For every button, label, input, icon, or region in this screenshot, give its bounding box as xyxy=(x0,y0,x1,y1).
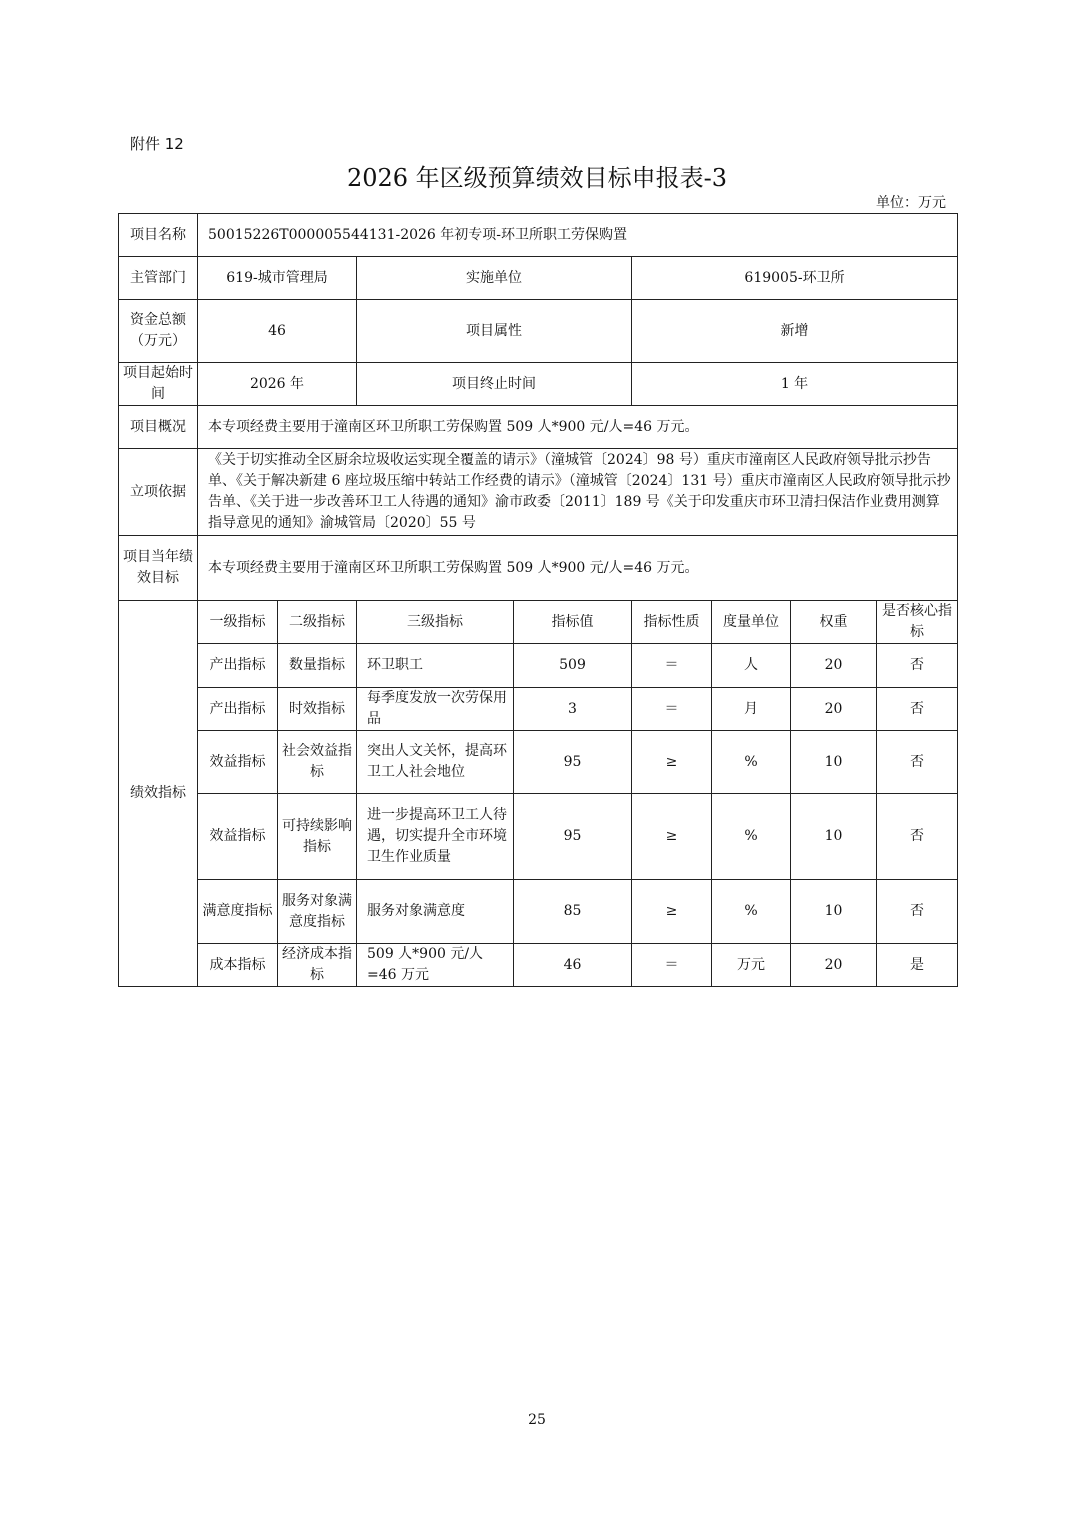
indicator-cell: 10 xyxy=(791,731,877,794)
indicator-cell: 数量指标 xyxy=(278,644,357,688)
indicator-cell: % xyxy=(712,880,791,944)
table-row xyxy=(119,731,958,794)
indicator-cell: 突出人文关怀，提高环卫工人社会地位 xyxy=(357,731,514,794)
indicator-cell: 46 xyxy=(514,944,632,987)
indicator-cell: 可持续影响指标 xyxy=(278,794,357,880)
indicator-cell: 3 xyxy=(514,688,632,731)
indicator-cell: 进一步提高环卫工人待遇，切实提升全市环境卫生作业质量 xyxy=(357,794,514,880)
indicator-cell: 产出指标 xyxy=(198,688,278,731)
indicator-cell: ＝ xyxy=(632,644,712,688)
indicator-cell: % xyxy=(712,731,791,794)
fund: 46 xyxy=(198,300,357,363)
indicator-cell: 是 xyxy=(877,944,958,987)
table-row xyxy=(119,880,958,944)
attr-label: 项目属性 xyxy=(357,300,632,363)
indicator-cell: 服务对象满意度 xyxy=(357,880,514,944)
page-number: 25 xyxy=(528,1412,546,1428)
header-cell: 度量单位 xyxy=(712,601,791,644)
header-cell: 是否核心指标 xyxy=(877,601,958,644)
indicator-cell: 成本指标 xyxy=(198,944,278,987)
dept: 619-城市管理局 xyxy=(198,257,357,300)
indicator-cell: 时效指标 xyxy=(278,688,357,731)
overview: 本专项经费主要用于潼南区环卫所职工劳保购置 509 人*900 元/人=46 万元。 xyxy=(198,406,958,449)
table-row xyxy=(119,688,958,731)
indicator-cell: 95 xyxy=(514,731,632,794)
project-name-label: 项目名称 xyxy=(119,214,198,257)
indicator-cell: 20 xyxy=(791,644,877,688)
indicator-cell: 否 xyxy=(877,644,958,688)
goal-label: 项目当年绩效目标 xyxy=(119,536,198,601)
header-cell: 指标性质 xyxy=(632,601,712,644)
indicator-cell: 每季度发放一次劳保用品 xyxy=(357,688,514,731)
fund-label: 资金总额（万元） xyxy=(119,300,198,363)
overview-label: 项目概况 xyxy=(119,406,198,449)
basis: 《关于切实推动全区厨余垃圾收运实现全覆盖的请示》（潼城管〔2024〕98 号）重庆市潼南区人民政府领导批示抄告单、《关于解决新建 6 座垃圾压缩中转站工作经费的请示》（潼城管〔2024〕131 号）重庆市潼南区人民政府领导批示抄告单、《关于进一步改善环卫工人待遇的通知》渝市政委〔2011〕189 号《关于印发重庆市环卫清扫保洁作业费用测算指导意见的通知》渝城管局〔2020〕55 号 xyxy=(198,449,958,536)
unit-label: 单位：万元 xyxy=(876,195,946,211)
table-row xyxy=(119,794,958,880)
indicator-cell: 否 xyxy=(877,794,958,880)
basis-label: 立项依据 xyxy=(119,449,198,536)
header-cell: 二级指标 xyxy=(278,601,357,644)
dept-label: 主管部门 xyxy=(119,257,198,300)
indicator-cell: 效益指标 xyxy=(198,731,278,794)
indicator-cell: 环卫职工 xyxy=(357,644,514,688)
indicators-section-label: 绩效指标 xyxy=(119,601,198,987)
indicator-cell: 满意度指标 xyxy=(198,880,278,944)
indicator-cell: 月 xyxy=(712,688,791,731)
table-row xyxy=(119,944,958,987)
page-title: 2026 年区级预算绩效目标申报表-3 xyxy=(346,164,728,192)
indicator-cell: 产出指标 xyxy=(198,644,278,688)
indicator-cell: 85 xyxy=(514,880,632,944)
indicator-cell: 10 xyxy=(791,794,877,880)
indicator-cell: 否 xyxy=(877,880,958,944)
indicator-header-row xyxy=(119,601,958,644)
indicator-cell: 20 xyxy=(791,688,877,731)
indicator-cell: 经济成本指标 xyxy=(278,944,357,987)
start: 2026 年 xyxy=(198,363,357,406)
attachment-label: 附件 12 xyxy=(130,135,184,153)
indicator-cell: ≥ xyxy=(632,794,712,880)
indicator-cell: 95 xyxy=(514,794,632,880)
indicator-cell: 服务对象满意度指标 xyxy=(278,880,357,944)
goal: 本专项经费主要用于潼南区环卫所职工劳保购置 509 人*900 元/人=46 万元。 xyxy=(198,536,958,601)
impl: 619005-环卫所 xyxy=(632,257,958,300)
indicator-cell: 效益指标 xyxy=(198,794,278,880)
indicator-cell: 509 xyxy=(514,644,632,688)
indicator-cell: 人 xyxy=(712,644,791,688)
indicator-cell: % xyxy=(712,794,791,880)
budget-table xyxy=(118,213,958,987)
indicator-cell: 10 xyxy=(791,880,877,944)
header-cell: 三级指标 xyxy=(357,601,514,644)
indicator-cell: ＝ xyxy=(632,944,712,987)
indicator-cell: 20 xyxy=(791,944,877,987)
indicator-cell: 否 xyxy=(877,688,958,731)
header-cell: 权重 xyxy=(791,601,877,644)
indicator-cell: 万元 xyxy=(712,944,791,987)
indicator-cell: ≥ xyxy=(632,731,712,794)
indicator-cell: 社会效益指标 xyxy=(278,731,357,794)
impl-label: 实施单位 xyxy=(357,257,632,300)
end: 1 年 xyxy=(632,363,958,406)
start-label: 项目起始时间 xyxy=(119,363,198,406)
end-label: 项目终止时间 xyxy=(357,363,632,406)
attr: 新增 xyxy=(632,300,958,363)
project-name: 50015226T000005544131-2026 年初专项-环卫所职工劳保购置 xyxy=(198,214,958,257)
indicator-cell: 509 人*900 元/人=46 万元 xyxy=(357,944,514,987)
indicator-cell: 否 xyxy=(877,731,958,794)
indicator-cell: ≥ xyxy=(632,880,712,944)
header-cell: 指标值 xyxy=(514,601,632,644)
table-row xyxy=(119,644,958,688)
indicator-cell: ＝ xyxy=(632,688,712,731)
header-cell: 一级指标 xyxy=(198,601,278,644)
